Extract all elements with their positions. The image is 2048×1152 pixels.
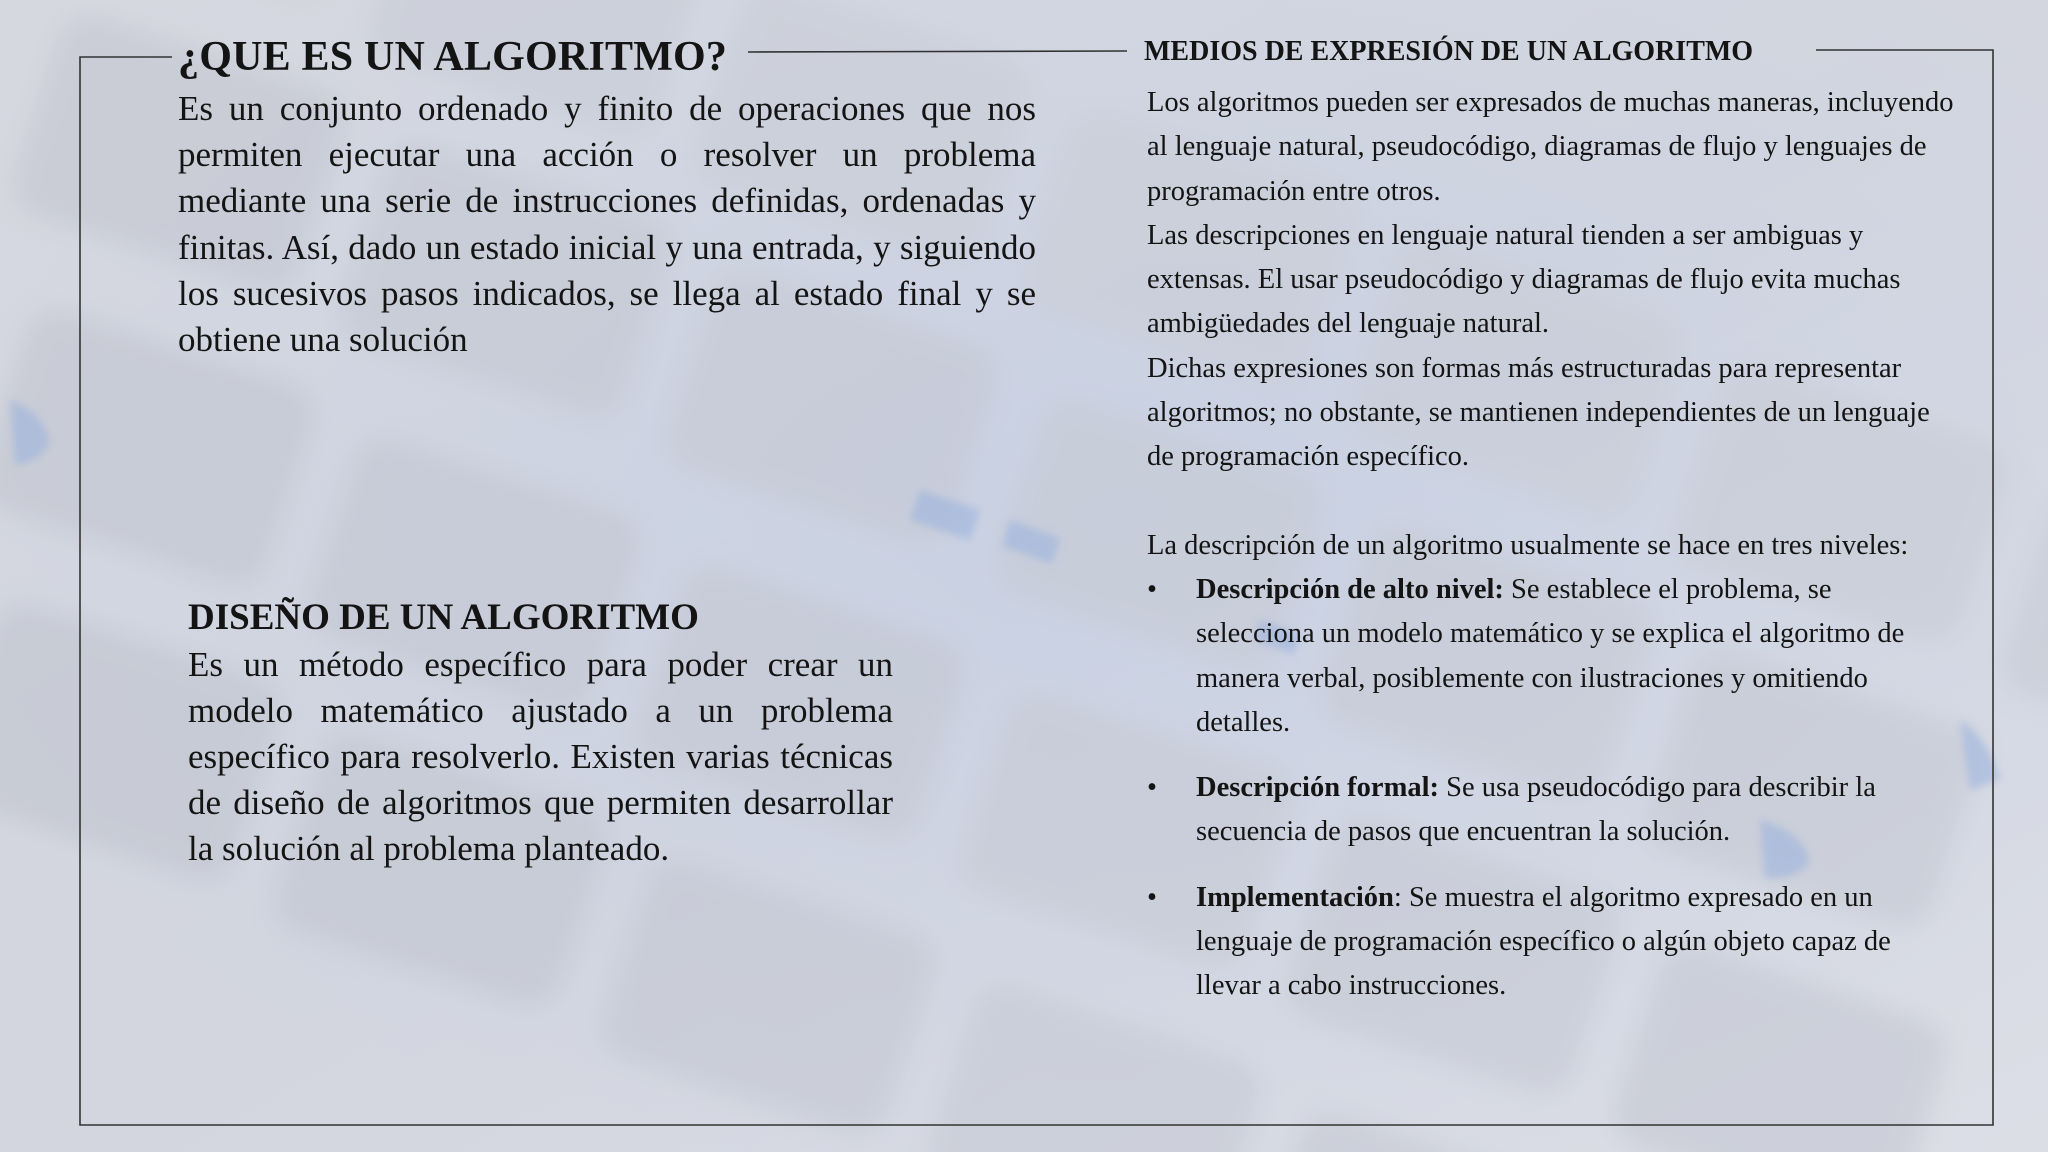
level-text: Se usa pseudocódigo para describir la secuencia de pasos que encuentran la solución.: [1196, 772, 1876, 848]
level-term: Descripción de alto nivel:: [1196, 573, 1504, 605]
bullet-icon: •: [1147, 772, 1157, 804]
levels-intro: La descripción de un algoritmo usualmente se hace en tres niveles:: [1147, 529, 1909, 561]
level-term: Descripción formal:: [1196, 772, 1439, 804]
medios-paragraph: Dichas expresiones son formas más estructuradas para representar algoritmos; no obstante, se mantienen independientes de un lenguaje de programación específico.: [1147, 352, 1930, 473]
level-text: Se establece el problema, se selecciona un modelo matemático y se explica el algoritmo de manera verbal, posiblemente con ilustraciones y omitiendo detalles.: [1196, 573, 1905, 738]
list-item: [1147, 766, 1957, 855]
medios-paragraph: Los algoritmos pueden ser expresados de muchas maneras, incluyendo al lenguaje natural, pseudocódigo, diagramas de flujo y lenguajes de programación entre otros.: [1147, 87, 1954, 207]
bullet-icon: •: [1147, 573, 1157, 605]
diseno-title: DISEÑO DE UN ALGORITMO: [188, 597, 699, 638]
diseno-text: Es un método específico para poder crear un modelo matemático ajustado a un problema específico para resolverlo. Existen varias técnicas de diseño de algoritmos que permiten desarrollar la solución al problema planteado.: [188, 645, 893, 868]
que-es-text: Es un conjunto ordenado y finito de operaciones que nos permiten ejecutar una acción o resolver un problema mediante una serie de instrucciones definidas, ordenadas y finitas. Así, dado un estado inicial y una entrada, y siguiendo los sucesivos pasos indicados, se llega al estado final y se obtiene una solución: [178, 89, 1036, 360]
spacer: [1147, 480, 1957, 524]
list-item: [1147, 876, 1957, 1009]
level-term: Implementación: [1196, 881, 1394, 913]
medios-paragraph: Las descripciones en lenguaje natural tienden a ser ambiguas y extensas. El usar pseudocódigo y diagramas de flujo evita muchas ambigüedades del lenguaje natural.: [1147, 219, 1901, 340]
que-es-title: ¿QUE ES UN ALGORITMO?: [178, 34, 728, 80]
list-item: [1147, 568, 1957, 745]
level-text: : Se muestra el algoritmo expresado en un lenguaje de programación específico o algún objeto capaz de llevar a cabo instrucciones.: [1196, 881, 1891, 1002]
medios-content: [1147, 81, 1957, 1030]
levels-list: [1147, 568, 1957, 1009]
medios-title: MEDIOS DE EXPRESIÓN DE UN ALGORITMO: [1144, 36, 1754, 67]
bullet-icon: •: [1147, 881, 1157, 913]
